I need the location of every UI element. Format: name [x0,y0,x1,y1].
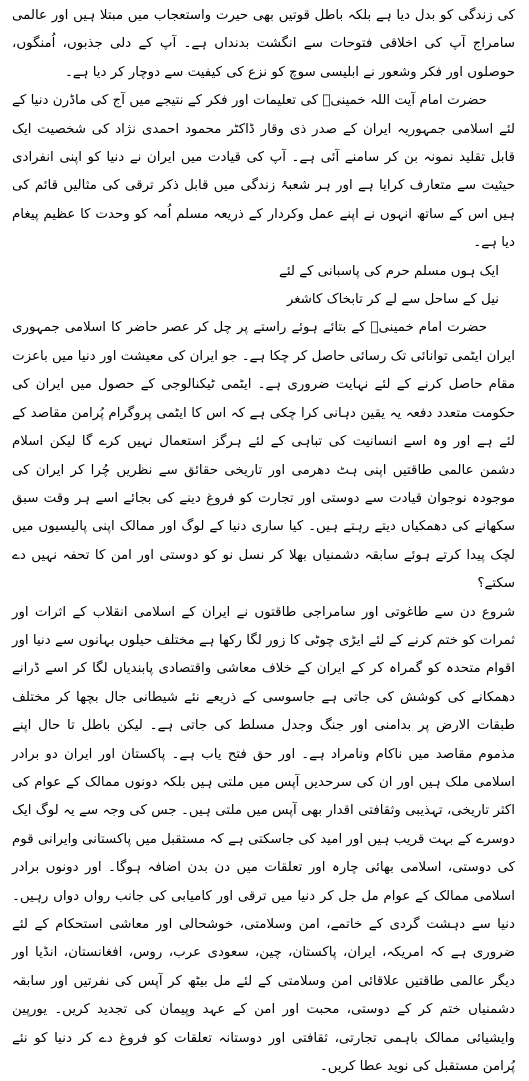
paragraph-4: شروع دن سے طاغوتی اور سامراجی طاقتوں نے ایران کے اسلامی انقلاب کے اثرات اور ثمرات کو ختم کرنے کے لئے ایڑی چوٹی کا زور لگا رکھا ہے مختلف حیلوں بہانوں سے دنیا اور اقوام متحدہ کو گمراہ کر کے ایران کے خلاف معاشی واقتصادی پابندیاں لگا کر اسے ڈرانے دھمکانے کی کوشش کی جاتی ہے جاسوسی کے ذریعے نئے شیطانی جال بچھا کر مختلف طبقات الارض پر بدامنی اور جنگ وجدل مسلط کی جاتی ہے۔ لیکن باطل تا حال اپنے مذموم مقاصد میں ناکام ونامراد ہے۔ اور حق فتح یاب ہے۔ پاکستان اور ایران دو برادر اسلامی ملک ہیں اور ان کی سرحدیں آپس میں ملتی ہیں بلکہ دونوں ممالک کے عوام کی اکثر تاریخی، تہذیبی وثقافتی اقدار بھی آپس میں ملتی ہیں۔ جس کی وجہ سے یہ لوگ ایک دوسرے کے بہت قریب ہیں اور امید کی جاسکتی ہے کہ مستقبل میں پاکستانی وایرانی قوم کی دوستی، اسلامی بھائی چارہ اور تعلقات میں دن بدن اضافہ ہوگا۔ اور دونوں برادر اسلامی ممالک کے عوام مل جل کر دنیا میں ترقی اور کامیابی کی جانب رواں دواں رہیں۔ دنیا سے دہشت گردی کے خاتمے، امن وسلامتی، خوشحالی اور معاشی استحکام کے لئے ضروری ہے کہ امریکہ، ایران، پاکستان، چین، سعودی عرب، روس، افغانستان، انڈیا اور دیگر عالمی طاقتیں علاقائی امن وسلامتی کے لئے مل بیٹھ کر آپس کی نفرتیں اور سابقہ دشمنیاں ختم کر کے دوستی، محبت اور امن کے عہد وپیمان کی تجدید کریں۔ یورپین وایشیائی ممالک باہمی تجارتی، ثقافتی اور دوستانہ تعلقات کو فروغ دے کر دنیا کو نئے پُرامن مستقبل کی نوید عطا کریں۔ [12,604,515,1075]
poetry-verse [12,258,515,315]
paragraph-3: حضرت امام خمینیؒ کے بتائے ہوئے راستے پر چل کر عصر حاضر کا اسلامی جمہوری ایران ایٹمی توانائی تک رسائی حاصل کر چکا ہے۔ جو ایران کی معیشت اور دنیا میں باعزت مقام حاصل کرنے کے لئے نہایت ضروری ہے۔ ایٹمی ٹیکنالوجی کے حصول میں ایران کی حکومت متعدد دفعہ یہ یقین دہانی کرا چکی ہے کہ اس کا ایٹمی پروگرام پُرامن مقاصد کے لئے ہے اور وہ اسے انسانیت کی تباہی کے لئے ہرگز استعمال نہیں کرے گا لیکن اسلام دشمن عالمی طاقتیں اپنی ہٹ دھرمی اور تاریخی حقائق سے نظریں چُرا کر ایران کی موجودہ نوجوان قیادت سے دوستی اور تجارت کو فروغ دینے کی بجائے اسے ہر وقت سبق سکھانے کی دھمکیاں دیتے رہتے ہیں۔ کیا ساری دنیا کے لوگ اور ممالک اپنی پالیسیوں میں لچک پیدا کرتے ہوئے سابقہ دشمنیاں بھلا کر نسل نو کو دوستی اور امن کا تحفہ نہیں دے سکتے؟ [12,320,515,592]
verse-line-1: ایک ہوں مسلم حرم کی پاسبانی کے لئے [278,263,499,279]
verse-line-2: نیل کے ساحل سے لے کر تابخاک کاشغر [286,292,499,308]
paragraph-2: حضرت امام آیت اللہ خمینیؒ کی تعلیمات اور فکر کے نتیجے میں آج کی ماڈرن دنیا کے لئے اسلامی جمہوریہ ایران کے صدر ذی وقار ڈاکٹر محمود احمدی نژاد کی شخصیت ایک قابل تقلید نمونہ بن کر سامنے آئی ہے۔ آپ کی قیادت میں ایران نے دنیا کو اپنی انفرادی حیثیت سے متعارف کرایا ہے اور ہر شعبۂ زندگی میں قابل ذکر ترقی کی مثالیں قائم کی ہیں اس کے ساتھ انہوں نے اپنے عمل وکردار کے ذریعہ مسلم اُمہ کو وحدت کا عظیم پیغام دیا ہے۔ [12,93,515,251]
paragraph-1: کی زندگی کو بدل دیا ہے بلکہ باطل قوتیں بھی حیرت واستعجاب میں مبتلا ہیں اور عالمی سامراج آپ کی اخلاقی فتوحات سے انگشت بدنداں ہے۔ آپ کے دلی جذبوں، اُمنگوں، حوصلوں اور فکر وشعور نے ابلیسی سوچ کو نزع کی کیفیت سے دوچار کر دیا ہے۔ [12,8,515,80]
